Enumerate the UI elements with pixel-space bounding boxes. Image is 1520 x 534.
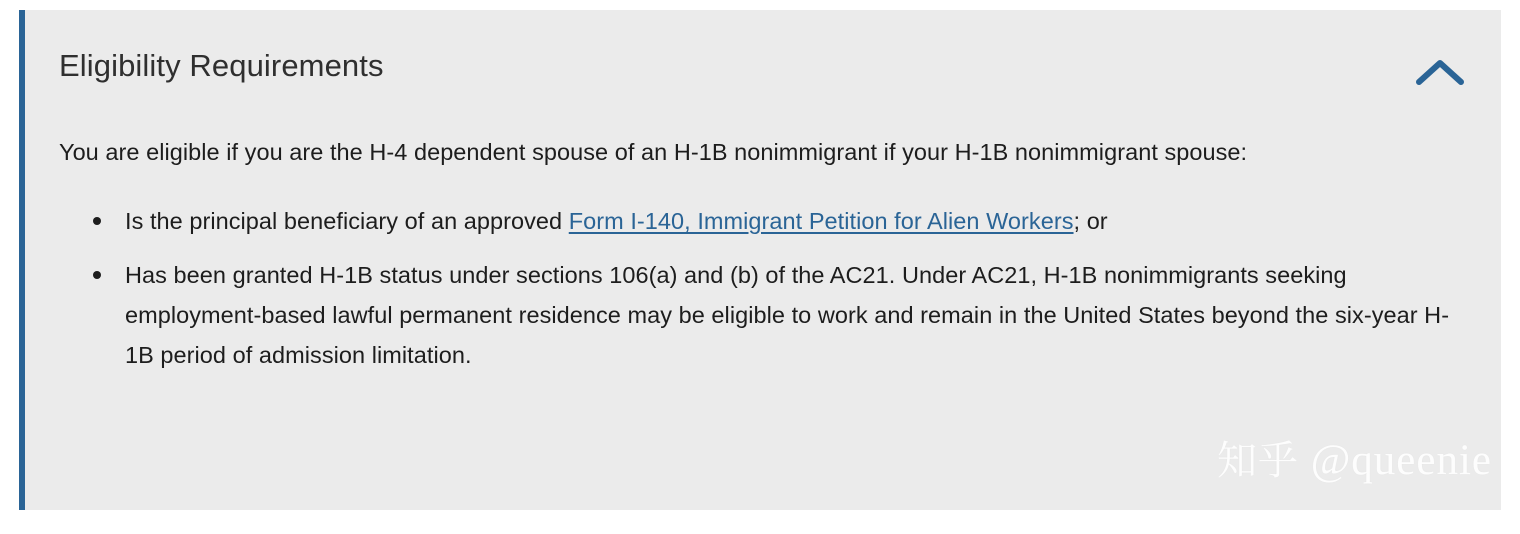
list-item-text-after: ; or (1073, 208, 1108, 234)
bullet-icon (93, 217, 101, 225)
list-item (93, 255, 1455, 375)
list-item-text-before: Is the principal beneficiary of an approved (125, 208, 569, 234)
eligibility-requirements-list (59, 201, 1455, 375)
accordion-body (25, 88, 1501, 375)
list-item (93, 201, 1455, 241)
eligibility-requirements-accordion (19, 10, 1501, 510)
chevron-up-icon[interactable] (1415, 56, 1465, 90)
accordion-header[interactable] (25, 10, 1501, 88)
watermark-prefix: 知乎 (1216, 438, 1299, 484)
bullet-icon (93, 271, 101, 279)
form-i-140-link[interactable]: Form I-140, Immigrant Petition for Alien Workers (568, 208, 1074, 234)
page-title: Eligibility Requirements (59, 48, 384, 83)
list-item-text-before: Has been granted H-1B status under sections 106(a) and (b) of the AC21. Under AC21, H-1B nonimmigrants seeking employment-based lawful permanent residence may be eligible to work and remain in the United States beyond the six-year H-1B period of admission limitation. (125, 262, 1450, 368)
watermark-handle: @queenie (1310, 437, 1492, 484)
eligibility-intro-text: You are eligible if you are the H-4 dependent spouse of an H-1B nonimmigrant if your H-1B nonimmigrant spouse: (59, 139, 1248, 165)
